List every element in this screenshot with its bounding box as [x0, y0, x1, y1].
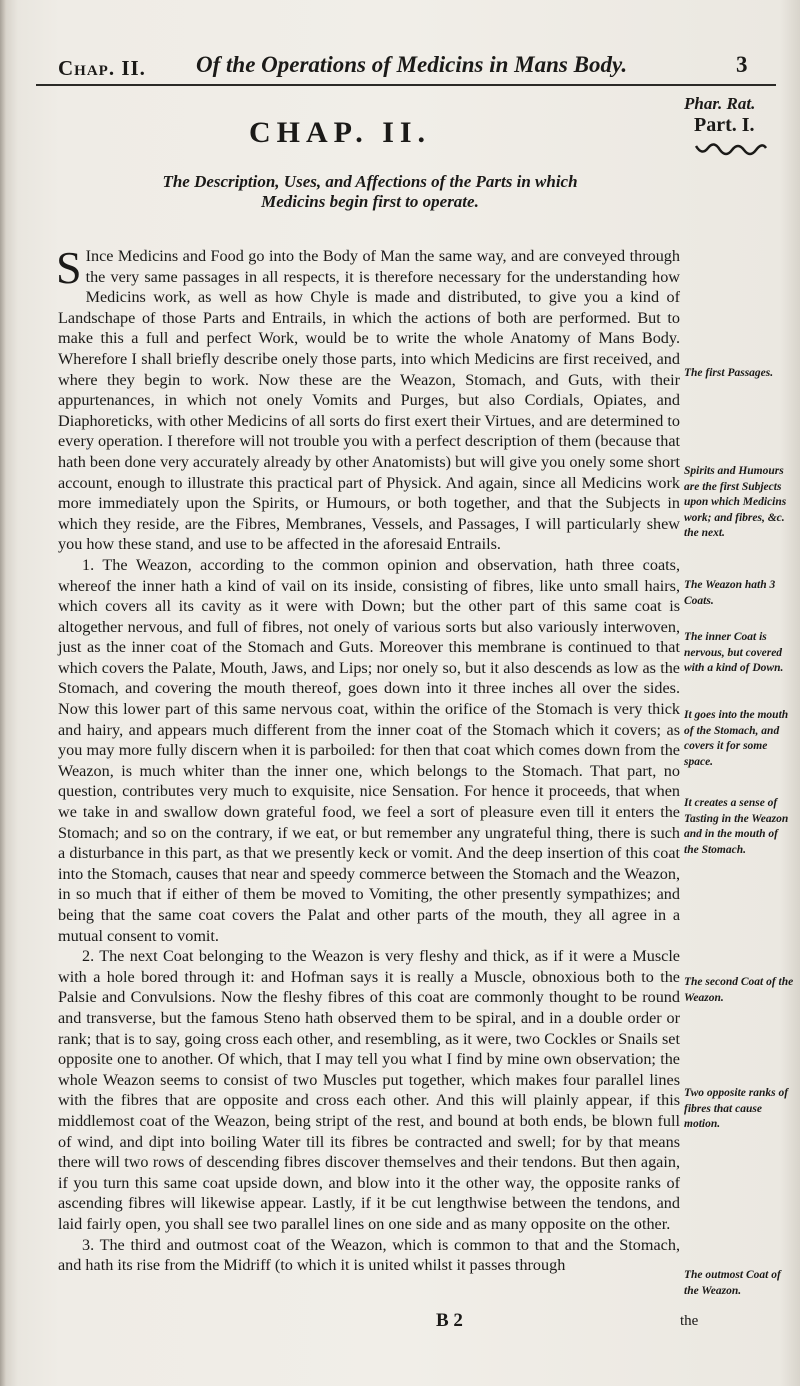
chapter-title: CHAP. II. [248, 116, 432, 149]
binding-fold [0, 0, 6, 1386]
drop-cap: S [56, 242, 82, 293]
header-running-title: Of the Operations of Medicins in Mans Body. [196, 52, 628, 77]
paragraph-2: 2. The next Coat belonging to the Weazon is very fleshy and thick, as if it were a Muscle with a hole bored through it: and Hofman says it is really a Muscle, obnoxious both to the Palsie and Convulsions. Now the fleshy fibres of this coat are commonly thought to be round and transverse, but the famous Steno hath observed them to be spiral, and in a double order or rank; that is to say, going cross each other, and resembling, as it were, two Cockles or Snails set opposite one to another. Of which, that I may tell you what I find by mine own observation; the whole Weazon seems to consist of two Muscles put together, which makes four parallel lines with the fibres that are opposite and cross each other. And this will plainly appear, if this middlemost coat of the Weazon, being stript of the rest, and bound at both ends, be blown full of wind, and dipt into boiling Water till its fibres be contracted and swell; for by that means there will two rows of descending fibres discover themselves and their tendons. But then again, if you turn this same coat upside down, and blow into it the other way, the opposite ranks of ascending fibres will likewise appear. Lastly, if it be cut lengthwise between the tendons, and laid fairly open, you shall see two parallel lines on one side and as many opposite on the other. [58, 947, 680, 1233]
header-chapter: Chap. II. [58, 56, 146, 80]
paragraph-intro [56, 242, 680, 555]
paragraph-1: 1. The Weazon, according to the common opinion and observation, hath three coats, whereof the inner hath a kind of vail on its inside, consisting of fibres, like unto small hairs, which covers all its cavity as it were with Down; but the other part of this same coat is altogether nervous, and full of fibres, not onely of various sorts but also variously interwoven, just as the inner coat of the Stomach and Guts. Moreover this membrane is continued to that which covers the Palate, Mouth, Jaws, and Lips; nor onely so, but it also descends as low as the Stomach, and covering the mouth thereof, goes down into it three inches all over the sides. Now this lower part of this same nervous coat, within the orifice of the Stomach is very thick and hairy, and appears much different from the inner coat of the Stomach which it covers; as you may more fully discern when it is parboiled: for then that coat which comes down from the Weazon, is much whiter than the inner one, which belongs to the Stomach. That part, no question, contributes very much to exquisite, nice Sensation. For hence it proceeds, that when we take in and swallow down grateful food, we feel a sort of pleasure even till it enters the Stomach; and so on the contrary, if we eat, or but remember any ungrateful thing, there is such a disturbance in this part, as that we presently keck or vomit. And the deep insertion of this coat into the Stomach, causes that near and speedy commerce between the Stomach and the Weazon, in so much that if either of them be moved to Vomiting, the other presently sympathizes; and being that the same coat covers the Palat and other parts of the mouth, they all agree in a mutual consent to vomit. [58, 555, 680, 945]
catchword: the [680, 1313, 699, 1329]
signature-mark: B 2 [436, 1310, 463, 1331]
margin-note: It creates a sense of Tasting in the Weazon and in the mouth of the Stomach. [684, 797, 789, 856]
margin-note: It goes into the mouth of the Stomach, and covers it for some space. [684, 709, 789, 768]
body-text [56, 242, 680, 1276]
margin-note: Spirits and Humours are the first Subjects upon which Medicins work; and fibres, &c. the next. [684, 465, 787, 539]
margin-note: The second Coat of the Weazon. [684, 976, 794, 1004]
paragraph-3: 3. The third and outmost coat of the Weazon, which is common to that and the Stomach, and hath its rise from the Midriff (to which it is united whilst it passes through [58, 1235, 680, 1275]
margin-note: Two opposite ranks of fibres that cause motion. [684, 1087, 789, 1130]
margin-note: The inner Coat is nervous, but covered with a kind of Down. [684, 631, 784, 674]
margin-note: The Weazon hath 3 Coats. [684, 579, 776, 607]
chapter-subtitle: The Description, Uses, and Affections of the Parts in which Medicins begin first to operate. [162, 172, 578, 211]
page-number: 3 [736, 52, 748, 77]
side-header-line2: Part. I. [694, 114, 755, 136]
margin-note: The outmost Coat of the Weazon. [684, 1269, 781, 1297]
side-header-line1: Phar. Rat. [684, 94, 756, 113]
ornament-icon [694, 140, 768, 160]
margin-note: The first Passages. [684, 367, 774, 379]
paragraph-intro-text: Ince Medicins and Food go into the Body of Man the same way, and are conveyed through the very same passages in all respects, it is therefore necessary for the understanding how Medicins work, as well as how Chyle is made and distributed, to give you a kind of Landschape of those Parts and Entrails, in which the actions of both are performed. But to make this a full and perfect Work, would be to write the whole Anatomy of Mans Body. Wherefore I shall briefly describe onely those parts, into which Medicins are first received, and where they begin to work. Now these are the Weazon, Stomach, and Guts, with their appurtenances, in which not onely Vomits and Purges, but also Cordials, Opiates, and Diaphoreticks, with other Medicins of all sorts do first exert their Virtues, and are determined to every operation. I therefore will not trouble you with a perfect description of them (because that hath been done very accurately already by other Anatomists) but will give you onely some short account, enough to illustrate this practical part of Physick. And again, since all Medicins work more immediately upon the Spirits, or Humours, or both together, and that the Subjects in which they reside, are the Fibres, Membranes, Vessels, and Passages, I will particularly shew you how these stand, and use to be affected in the aforesaid Entrails. [58, 247, 680, 554]
running-header [36, 44, 776, 86]
